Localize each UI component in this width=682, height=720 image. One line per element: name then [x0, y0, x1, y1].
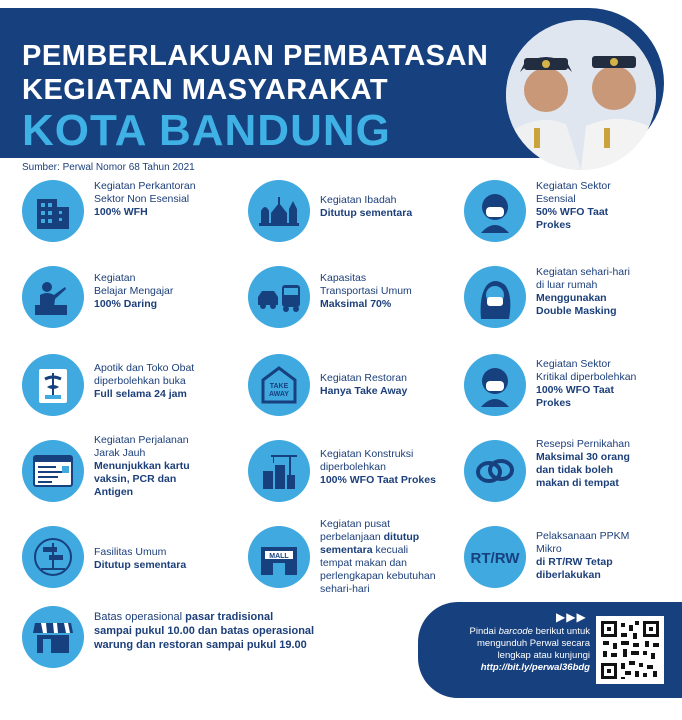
title-city: KOTA BANDUNG: [22, 106, 391, 155]
item-text: Kapasitas: [320, 272, 367, 284]
footer-text: lengkap atau kunjungi: [497, 650, 590, 661]
item-highlight: Full selama 24 jam: [94, 388, 187, 400]
item-worship: [248, 180, 458, 242]
item-highlight: Antigen: [94, 486, 134, 498]
item-ppkm: [464, 526, 679, 588]
item-text: Kegiatan Sektor: [536, 358, 611, 370]
item-highlight: Maksimal 30 orang: [536, 451, 630, 463]
item-wedding: [464, 440, 679, 502]
item-text: Kegiatan: [94, 272, 136, 284]
mall-sign-text: MALL: [269, 553, 289, 560]
item-text: Kegiatan Konstruksi: [320, 448, 414, 460]
item-highlight: Menunjukkan kartu: [94, 460, 190, 472]
item-text: Jarak Jauh: [94, 447, 146, 459]
item-highlight: di RT/RW Tetap: [536, 556, 613, 568]
item-double-mask: [464, 266, 679, 328]
pharmacy-icon: [22, 354, 84, 416]
item-highlight: 100% Daring: [94, 298, 158, 310]
item-highlight: Hanya Take Away: [320, 385, 408, 397]
item-highlight: diberlakukan: [536, 569, 601, 581]
take-away-icon: [248, 354, 310, 416]
mall-text: sehari-hari: [320, 583, 370, 595]
item-market: [22, 606, 412, 668]
item-text: di luar rumah: [536, 279, 598, 291]
footer-text: Pindai: [469, 626, 499, 637]
title-line-2: KEGIATAN MASYARAKAT: [22, 74, 389, 106]
double-mask-icon: [464, 266, 526, 328]
mall-icon: [248, 526, 310, 588]
item-text: Kegiatan Perkantoran: [94, 180, 196, 192]
item-office: [22, 180, 237, 242]
market-highlight: warung dan restoran sampai pukul 19.00: [94, 639, 307, 651]
item-school: [22, 266, 237, 328]
item-text: Kegiatan Sektor: [536, 180, 611, 192]
item-highlight: 100% WFH: [94, 206, 148, 218]
officials-portrait: [506, 20, 656, 170]
item-highlight: Maksimal 70%: [320, 298, 392, 310]
item-pharmacy: [22, 354, 237, 416]
take-away-sign-text: TAKE: [269, 383, 289, 390]
item-highlight: 100% WFO Taat: [536, 384, 614, 396]
item-text: Resepsi Pernikahan: [536, 438, 630, 450]
item-highlight: vaksin, PCR dan: [94, 473, 177, 485]
item-highlight: 50% WFO Taat: [536, 206, 609, 218]
item-highlight: 100% WFO Taat Prokes: [320, 474, 436, 486]
market-highlight: pasar tradisional: [185, 611, 274, 623]
mall-text: kecuali: [372, 544, 409, 556]
item-highlight: dan tidak boleh: [536, 464, 614, 476]
item-text: Kritikal diperbolehkan: [536, 371, 637, 383]
item-text: Mikro: [536, 543, 562, 555]
mall-text: perlengkapan kebutuhan: [320, 570, 436, 582]
item-mall: [248, 518, 463, 596]
item-text: Fasilitas Umum: [94, 546, 167, 558]
mall-text: Kegiatan pusat: [320, 518, 391, 530]
source-note: Sumber: Perwal Nomor 68 Tahun 2021: [22, 162, 195, 173]
mall-text: tempat makan dan: [320, 557, 407, 569]
footer-qr-panel: [418, 602, 682, 698]
item-travel: [22, 434, 237, 502]
item-text: Pelaksanaan PPKM: [536, 530, 630, 542]
mall-highlight: sementara: [320, 544, 373, 556]
footer-text: barcode: [498, 626, 533, 637]
market-highlight: sampai pukul 10.00 dan batas operasional: [94, 625, 315, 637]
item-text: diperbolehkan: [320, 461, 386, 473]
rt-rw-icon: [464, 526, 526, 588]
item-highlight: makan di tempat: [536, 477, 619, 489]
masked-person-icon: [464, 180, 526, 242]
item-highlight: Prokes: [536, 219, 572, 231]
arrows-icon: ▶▶▶: [556, 610, 587, 624]
item-highlight: Ditutup sementara: [320, 207, 413, 219]
market-stall-icon: [22, 606, 84, 668]
vaccine-card-icon: [22, 440, 84, 502]
item-construction: [248, 440, 463, 502]
mall-text: perbelanjaan: [320, 531, 384, 543]
item-public-facility: [22, 526, 237, 588]
rt-rw-sign-text: RT/RW: [470, 550, 520, 567]
item-text: Belajar Mengajar: [94, 285, 174, 297]
office-building-icon: [22, 180, 84, 242]
item-highlight: Prokes: [536, 397, 572, 409]
item-highlight: Ditutup sementara: [94, 559, 187, 571]
perwal-link[interactable]: http://bit.ly/perwal36bdg: [480, 662, 590, 673]
teacher-icon: [22, 266, 84, 328]
item-text: Kegiatan sehari-hari: [536, 266, 630, 278]
item-critical: [464, 354, 679, 416]
item-text: Kegiatan Restoran: [320, 372, 407, 384]
item-highlight: Menggunakan: [536, 292, 607, 304]
item-restaurant: [248, 354, 458, 416]
item-text: Apotik dan Toko Obat: [94, 362, 195, 374]
footer-text: mengunduh Perwal secara: [476, 638, 590, 649]
transport-icon: [248, 266, 310, 328]
item-essential: [464, 180, 674, 242]
item-text: Kegiatan Ibadah: [320, 194, 397, 206]
worship-place-icon: [248, 180, 310, 242]
item-text: Kegiatan Perjalanan: [94, 434, 189, 446]
public-facility-icon: [22, 526, 84, 588]
item-transport: [248, 266, 458, 328]
item-text: Esensial: [536, 193, 576, 205]
qr-code[interactable]: [596, 616, 664, 684]
item-text: Sektor Non Esensial: [94, 193, 190, 205]
market-text: Batas operasional: [94, 611, 186, 623]
item-text: diperbolehkan buka: [94, 375, 186, 387]
item-highlight: Double Masking: [536, 305, 617, 317]
wedding-rings-icon: [464, 440, 526, 502]
mall-highlight: ditutup: [383, 531, 420, 543]
construction-icon: [248, 440, 310, 502]
take-away-sign-text: AWAY: [269, 391, 289, 398]
item-text: Transportasi Umum: [320, 285, 412, 297]
title-line-1: PEMBERLAKUAN PEMBATASAN: [22, 40, 489, 72]
footer-text: berikut untuk: [532, 626, 590, 637]
masked-person-icon: [464, 354, 526, 416]
